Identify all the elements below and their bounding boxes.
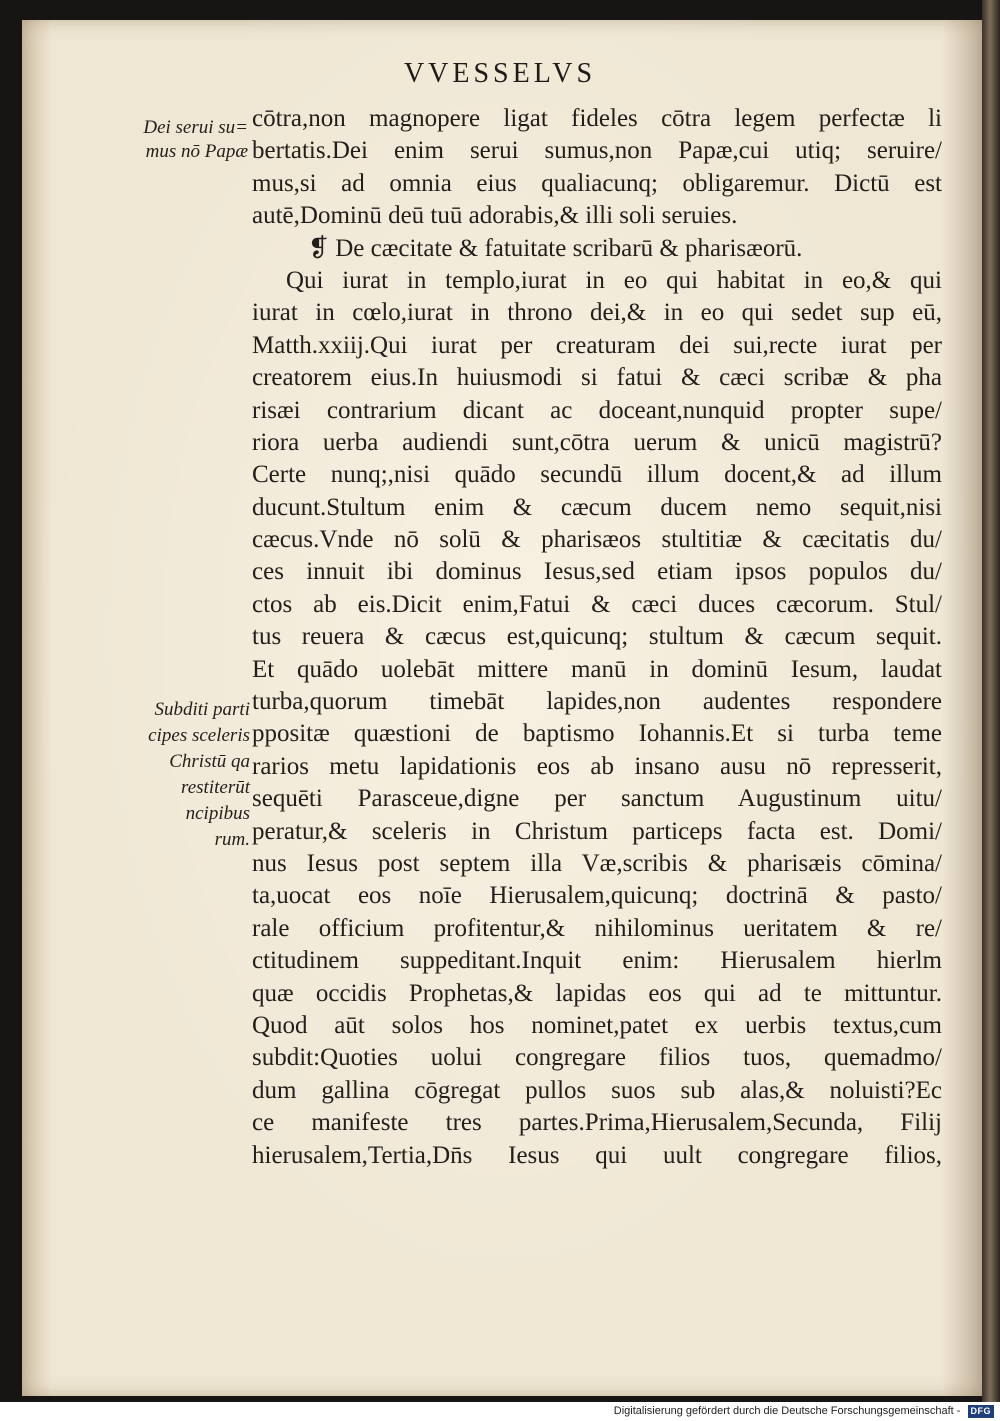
main-text-block [252,103,942,1172]
footer-credit-text: Digitalisierung gefördert durch die Deutsche Forschungsgemeinschaft - [613,1405,961,1417]
text-line: mus,si ad omnia eius qualiacunq; obligaremur. Dictū est [252,169,942,197]
text-line: riora uerba audiendi sunt,cōtra uerum & unicū magistrū? [252,428,942,456]
margin-note-subditi [108,697,250,853]
margin-note-line: Christū qa [169,751,250,772]
text-line: autē,Dominū deū tuū adorabis,& illi soli seruies. [252,202,738,230]
text-line: Certe nunq;,nisi quādo secundū illum docent,& ad illum [252,461,942,489]
text-line: ce manifeste tres partes.Prima,Hierusalem,Secunda, Filij [252,1109,942,1137]
text-line: Matth.xxiij.Qui iurat per creaturam dei sui,recte iurat per [252,331,942,359]
dfg-logo-icon: DFG [968,1405,995,1418]
digitization-footer [0,1402,1000,1421]
text-line: ces innuit ibi dominus Iesus,sed etiam ipsos populos du/ [252,558,942,586]
text-line: ppositæ quæstioni de baptismo Iohannis.Et si turba teme [252,720,942,748]
text-line: ta,uocat eos noīe Hierusalem,quicunq; doctrinā & pasto/ [252,882,942,910]
text-line: hierusalem,Tertia,Dn̄s Iesus qui uult congregare filios, [252,1141,942,1169]
book-spine-edge [982,0,1000,1402]
margin-note-line: Dei serui su= [143,117,248,138]
margin-note-dei-serui [108,116,248,164]
text-line: creatorem eius.In huiusmodi si fatui & cæci scribæ & pha [252,364,942,392]
text-line: subdit:Quoties uolui congregare filios tuos, quemadmo/ [252,1044,942,1072]
text-line: rarios metu lapidationis eos ab insano ausu nō represserit, [252,752,942,780]
text-line: Quod aūt solos hos nominet,patet ex uerbis textus,cum [252,1011,942,1039]
text-line: sequēti Parasceue,digne per sanctum Augustinum uitu/ [252,785,942,813]
margin-note-line: ncipibus [185,803,250,824]
margin-note-line: restiterūt [181,777,250,798]
margin-note-line: cipes sceleris [148,725,250,746]
margin-note-line: Subditi parti [154,699,250,720]
section-heading: ❡ De cæcitate & fatuitate scribarū & pharisæorū. [308,234,803,262]
text-line: Qui iurat in templo,iurat in eo qui habitat in eo,& qui [286,266,942,294]
text-line: quæ occidis Prophetas,& lapidas eos qui ad te mittuntur. [252,979,942,1007]
text-line: dum gallina cōgregat pullos suos sub alas,& noluisti?Ec [252,1076,942,1104]
text-line: ctos ab eis.Dicit enim,Fatui & cæci duces cæcorum. Stul/ [252,590,942,618]
text-line: bertatis.Dei enim serui sumus,non Papæ,cui utiq; seruire/ [252,137,942,165]
margin-note-line: rum. [214,829,250,850]
margin-note-line: mus nō Papæ [145,141,248,162]
text-line: tus reuera & cæcus est,quicunq; stultum & cæcum sequit. [252,623,942,651]
text-line: iurat in cœlo,iurat in throno dei,& in eo qui sedet sup eū, [252,299,942,327]
text-line: cōtra,non magnopere ligat fideles cōtra legem perfectæ li [252,105,942,132]
running-head: VVESSELVS [403,58,597,89]
text-line: ducunt.Stultum enim & cæcum ducem nemo sequit,nisi [252,493,942,521]
text-line: cæcus.Vnde nō solū & pharisæos stultitiæ & cæcitatis du/ [252,526,942,554]
text-line: peratur,& sceleris in Christum particeps facta est. Domi/ [252,817,942,845]
text-line: ctitudinem suppeditant.Inquit enim: Hierusalem hierlm [252,947,942,975]
text-line: turba,quorum timebāt lapides,non audentes respondere [252,688,942,716]
text-line: risæi contrarium dicant ac doceant,nunquid propter supe/ [252,396,942,424]
text-line: rale officium profitentur,& nihilominus ueritatem & re/ [252,914,942,942]
text-line: nus Iesus post septem illa Væ,scribis & pharisæis cōmina/ [252,849,942,877]
text-line: Et quādo uolebāt mittere manū in dominū Iesum, laudat [252,655,942,683]
